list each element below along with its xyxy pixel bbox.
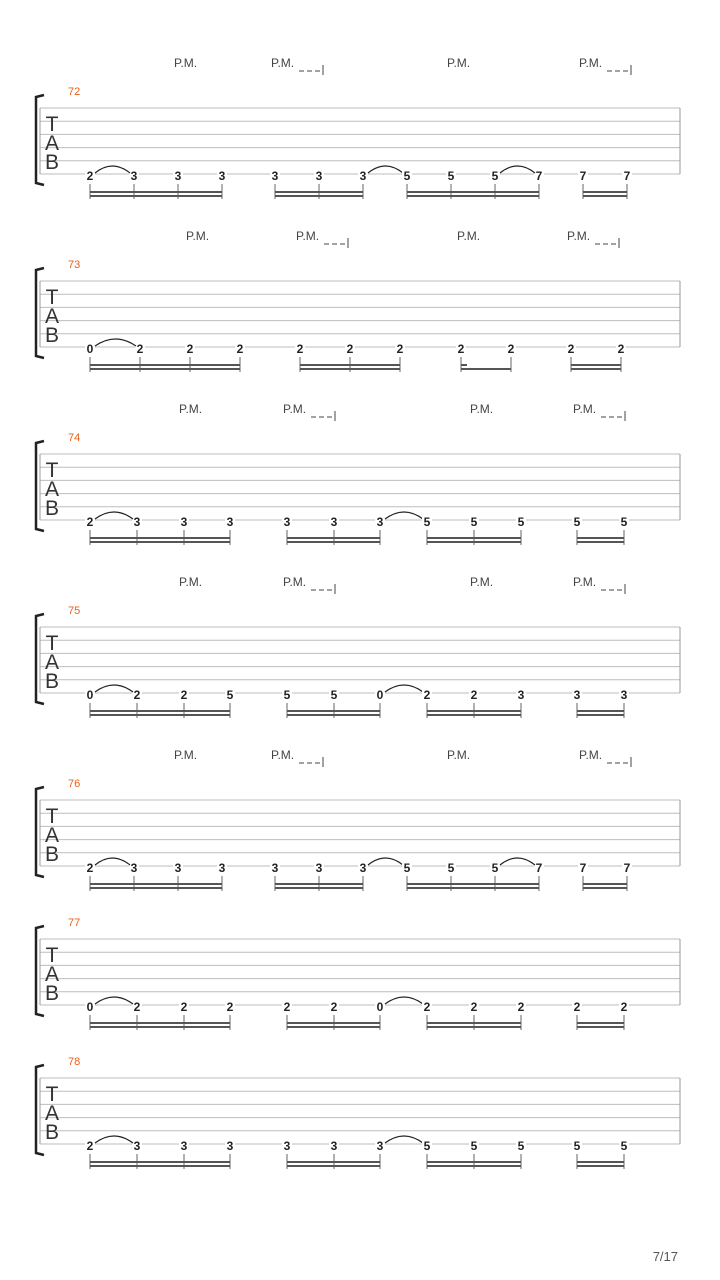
fret-number: 5 (620, 515, 628, 529)
beam-primary (583, 887, 627, 889)
beam-primary (90, 887, 222, 889)
fret-number: 3 (174, 861, 182, 875)
fret-number: 3 (517, 688, 525, 702)
slur (385, 997, 423, 1004)
palm-mute-label: P.M. (470, 575, 494, 589)
tab-clef-letter: T (45, 944, 59, 967)
tab-clef-letter: A (44, 1102, 60, 1125)
slur (500, 166, 535, 173)
fret-number: 7 (623, 169, 631, 183)
fret-number: 5 (517, 515, 525, 529)
beam-secondary (90, 537, 230, 539)
beam-primary (577, 1026, 624, 1028)
fret-number: 7 (579, 169, 587, 183)
fret-number: 2 (346, 342, 354, 356)
palm-mute-label: P.M. (186, 229, 210, 243)
tab-clef-letter: B (44, 151, 60, 174)
beam-secondary (90, 1022, 230, 1024)
fret-number: 3 (376, 1139, 384, 1153)
beam-secondary (90, 1161, 230, 1163)
tab-clef-letter: B (44, 497, 60, 520)
beam-secondary (300, 364, 400, 366)
tab-clef-letter: T (45, 459, 59, 482)
fret-number: 0 (376, 1000, 384, 1014)
fret-number: 0 (86, 342, 94, 356)
fret-number: 2 (617, 342, 625, 356)
fret-number: 5 (403, 861, 411, 875)
palm-mute-label: P.M. (579, 748, 603, 762)
tab-clef-letter: A (44, 478, 60, 501)
fret-number: 0 (86, 1000, 94, 1014)
beam-primary (287, 1026, 380, 1028)
fret-number: 5 (470, 515, 478, 529)
slur (95, 512, 133, 519)
slur (500, 858, 535, 865)
fret-number: 3 (573, 688, 581, 702)
fret-number: 3 (330, 1139, 338, 1153)
fret-number: 3 (226, 1139, 234, 1153)
palm-mute-label: P.M. (271, 748, 295, 762)
fret-number: 5 (620, 1139, 628, 1153)
fret-number: 2 (396, 342, 404, 356)
beam-secondary (407, 191, 539, 193)
fret-number: 5 (423, 515, 431, 529)
page-number: 7/17 (652, 1249, 678, 1264)
slur (385, 1136, 423, 1143)
fret-number: 3 (218, 861, 226, 875)
beam-secondary (287, 1022, 380, 1024)
slur (95, 997, 133, 1004)
measure-number: 74 (68, 432, 81, 444)
fret-number: 5 (423, 1139, 431, 1153)
fret-number: 7 (623, 861, 631, 875)
slur (95, 1136, 133, 1143)
fret-number: 5 (283, 688, 291, 702)
fret-number: 3 (330, 515, 338, 529)
beam-primary (427, 714, 521, 716)
beam-primary (90, 1165, 230, 1167)
fret-number: 2 (330, 1000, 338, 1014)
fret-number: 5 (447, 169, 455, 183)
fret-number: 2 (86, 1139, 94, 1153)
fret-number: 5 (330, 688, 338, 702)
beam-primary (577, 1165, 624, 1167)
fret-number: 2 (86, 515, 94, 529)
tab-clef-letter: A (44, 132, 60, 155)
beam-secondary (427, 1161, 521, 1163)
fret-number: 3 (226, 515, 234, 529)
fret-number: 3 (283, 1139, 291, 1153)
beam-primary (287, 1165, 380, 1167)
beam-primary (287, 714, 380, 716)
tab-clef-letter: T (45, 632, 59, 655)
fret-number: 0 (86, 688, 94, 702)
fret-number: 2 (457, 342, 465, 356)
beam-primary (90, 1026, 230, 1028)
palm-mute-label: P.M. (296, 229, 320, 243)
fret-number: 7 (535, 861, 543, 875)
fret-number: 2 (86, 861, 94, 875)
beam-secondary (90, 710, 230, 712)
palm-mute-label: P.M. (283, 575, 307, 589)
fret-number: 3 (315, 861, 323, 875)
fret-number: 7 (535, 169, 543, 183)
beam-primary (461, 368, 511, 370)
measure-number: 72 (68, 86, 81, 98)
fret-number: 2 (517, 1000, 525, 1014)
beam-secondary (287, 710, 380, 712)
palm-mute-label: P.M. (174, 748, 198, 762)
tab-clef-letter: B (44, 982, 60, 1005)
beam-secondary (427, 710, 521, 712)
beam-primary (300, 368, 400, 370)
beam-secondary (90, 364, 240, 366)
slur (95, 339, 136, 346)
fret-number: 2 (296, 342, 304, 356)
fret-number: 3 (180, 1139, 188, 1153)
fret-number: 2 (180, 1000, 188, 1014)
beam-secondary (427, 537, 521, 539)
beam-secondary (427, 1022, 521, 1024)
slur (95, 858, 130, 865)
fret-number: 2 (567, 342, 575, 356)
palm-mute-label: P.M. (567, 229, 591, 243)
palm-mute-label: P.M. (283, 402, 307, 416)
palm-mute-label: P.M. (573, 402, 597, 416)
measure-number: 75 (68, 605, 81, 617)
beam-secondary (577, 710, 624, 712)
beam-secondary (577, 1161, 624, 1163)
palm-mute-label: P.M. (447, 56, 471, 70)
measure-number: 76 (68, 778, 81, 790)
beam-primary (275, 195, 363, 197)
fret-number: 2 (620, 1000, 628, 1014)
fret-number: 2 (573, 1000, 581, 1014)
tab-clef-letter: T (45, 286, 59, 309)
beam-primary (427, 1165, 521, 1167)
fret-number: 2 (423, 688, 431, 702)
measure-number: 78 (68, 1056, 81, 1068)
fret-number: 3 (315, 169, 323, 183)
fret-number: 2 (236, 342, 244, 356)
measure-number: 77 (68, 917, 81, 929)
fret-number: 5 (573, 515, 581, 529)
palm-mute-label: P.M. (579, 56, 603, 70)
palm-mute-label: P.M. (457, 229, 481, 243)
tab-clef-letter: B (44, 670, 60, 693)
slur (95, 166, 130, 173)
fret-number: 3 (271, 861, 279, 875)
fret-number: 5 (517, 1139, 525, 1153)
beam-secondary (407, 883, 539, 885)
slur (95, 685, 133, 692)
fret-number: 2 (136, 342, 144, 356)
beam-primary (90, 195, 222, 197)
fret-number: 3 (376, 515, 384, 529)
fret-number: 2 (507, 342, 515, 356)
tab-clef-letter: A (44, 651, 60, 674)
slur (368, 166, 403, 173)
beam-secondary (287, 1161, 380, 1163)
fret-number: 2 (133, 1000, 141, 1014)
beam-primary (275, 887, 363, 889)
tab-clef-letter: B (44, 324, 60, 347)
slur (368, 858, 403, 865)
beam-primary (577, 714, 624, 716)
fret-number: 3 (130, 861, 138, 875)
beam-primary (571, 368, 621, 370)
fret-number: 2 (226, 1000, 234, 1014)
fret-number: 3 (620, 688, 628, 702)
slur (385, 512, 423, 519)
fret-number: 2 (186, 342, 194, 356)
beam-primary (577, 541, 624, 543)
beam-primary (90, 368, 240, 370)
fret-number: 5 (573, 1139, 581, 1153)
beam-secondary (583, 191, 627, 193)
beam-secondary (583, 883, 627, 885)
beam-secondary (275, 883, 363, 885)
beam-primary (427, 541, 521, 543)
palm-mute-label: P.M. (470, 402, 494, 416)
fret-number: 3 (359, 861, 367, 875)
fret-number: 5 (226, 688, 234, 702)
tab-clef-letter: T (45, 113, 59, 136)
beam-primary (407, 195, 539, 197)
palm-mute-label: P.M. (179, 575, 203, 589)
fret-number: 5 (470, 1139, 478, 1153)
fret-number: 5 (403, 169, 411, 183)
fret-number: 3 (133, 1139, 141, 1153)
palm-mute-label: P.M. (271, 56, 295, 70)
palm-mute-label: P.M. (447, 748, 471, 762)
fret-number: 2 (423, 1000, 431, 1014)
beam-primary (407, 887, 539, 889)
beam-secondary (275, 191, 363, 193)
fret-number: 5 (491, 861, 499, 875)
fret-number: 3 (218, 169, 226, 183)
palm-mute-label: P.M. (179, 402, 203, 416)
slur (385, 685, 423, 692)
fret-number: 3 (180, 515, 188, 529)
beam-secondary (577, 537, 624, 539)
fret-number: 5 (447, 861, 455, 875)
beam-secondary (571, 364, 621, 366)
fret-number: 2 (470, 688, 478, 702)
fret-number: 2 (133, 688, 141, 702)
fret-number: 3 (359, 169, 367, 183)
fret-number: 3 (174, 169, 182, 183)
palm-mute-label: P.M. (174, 56, 198, 70)
fret-number: 2 (470, 1000, 478, 1014)
beam-secondary (287, 537, 380, 539)
beam-primary (583, 195, 627, 197)
fret-number: 0 (376, 688, 384, 702)
fret-number: 7 (579, 861, 587, 875)
fret-number: 3 (130, 169, 138, 183)
tab-clef-letter: T (45, 805, 59, 828)
tab-clef-letter: A (44, 963, 60, 986)
beam-primary (90, 541, 230, 543)
beam-secondary (577, 1022, 624, 1024)
fret-number: 3 (133, 515, 141, 529)
tab-clef-letter: T (45, 1083, 59, 1106)
tab-clef-letter: B (44, 843, 60, 866)
measure-number: 73 (68, 259, 81, 271)
fret-number: 5 (491, 169, 499, 183)
fret-number: 3 (283, 515, 291, 529)
beam-primary (427, 1026, 521, 1028)
fret-number: 2 (180, 688, 188, 702)
fret-number: 2 (283, 1000, 291, 1014)
tab-clef-letter: B (44, 1121, 60, 1144)
fret-number: 3 (271, 169, 279, 183)
beam-hook (461, 364, 467, 366)
tab-clef-letter: A (44, 305, 60, 328)
beam-secondary (90, 191, 222, 193)
beam-secondary (90, 883, 222, 885)
palm-mute-label: P.M. (573, 575, 597, 589)
beam-primary (287, 541, 380, 543)
beam-primary (90, 714, 230, 716)
fret-number: 2 (86, 169, 94, 183)
tab-clef-letter: A (44, 824, 60, 847)
